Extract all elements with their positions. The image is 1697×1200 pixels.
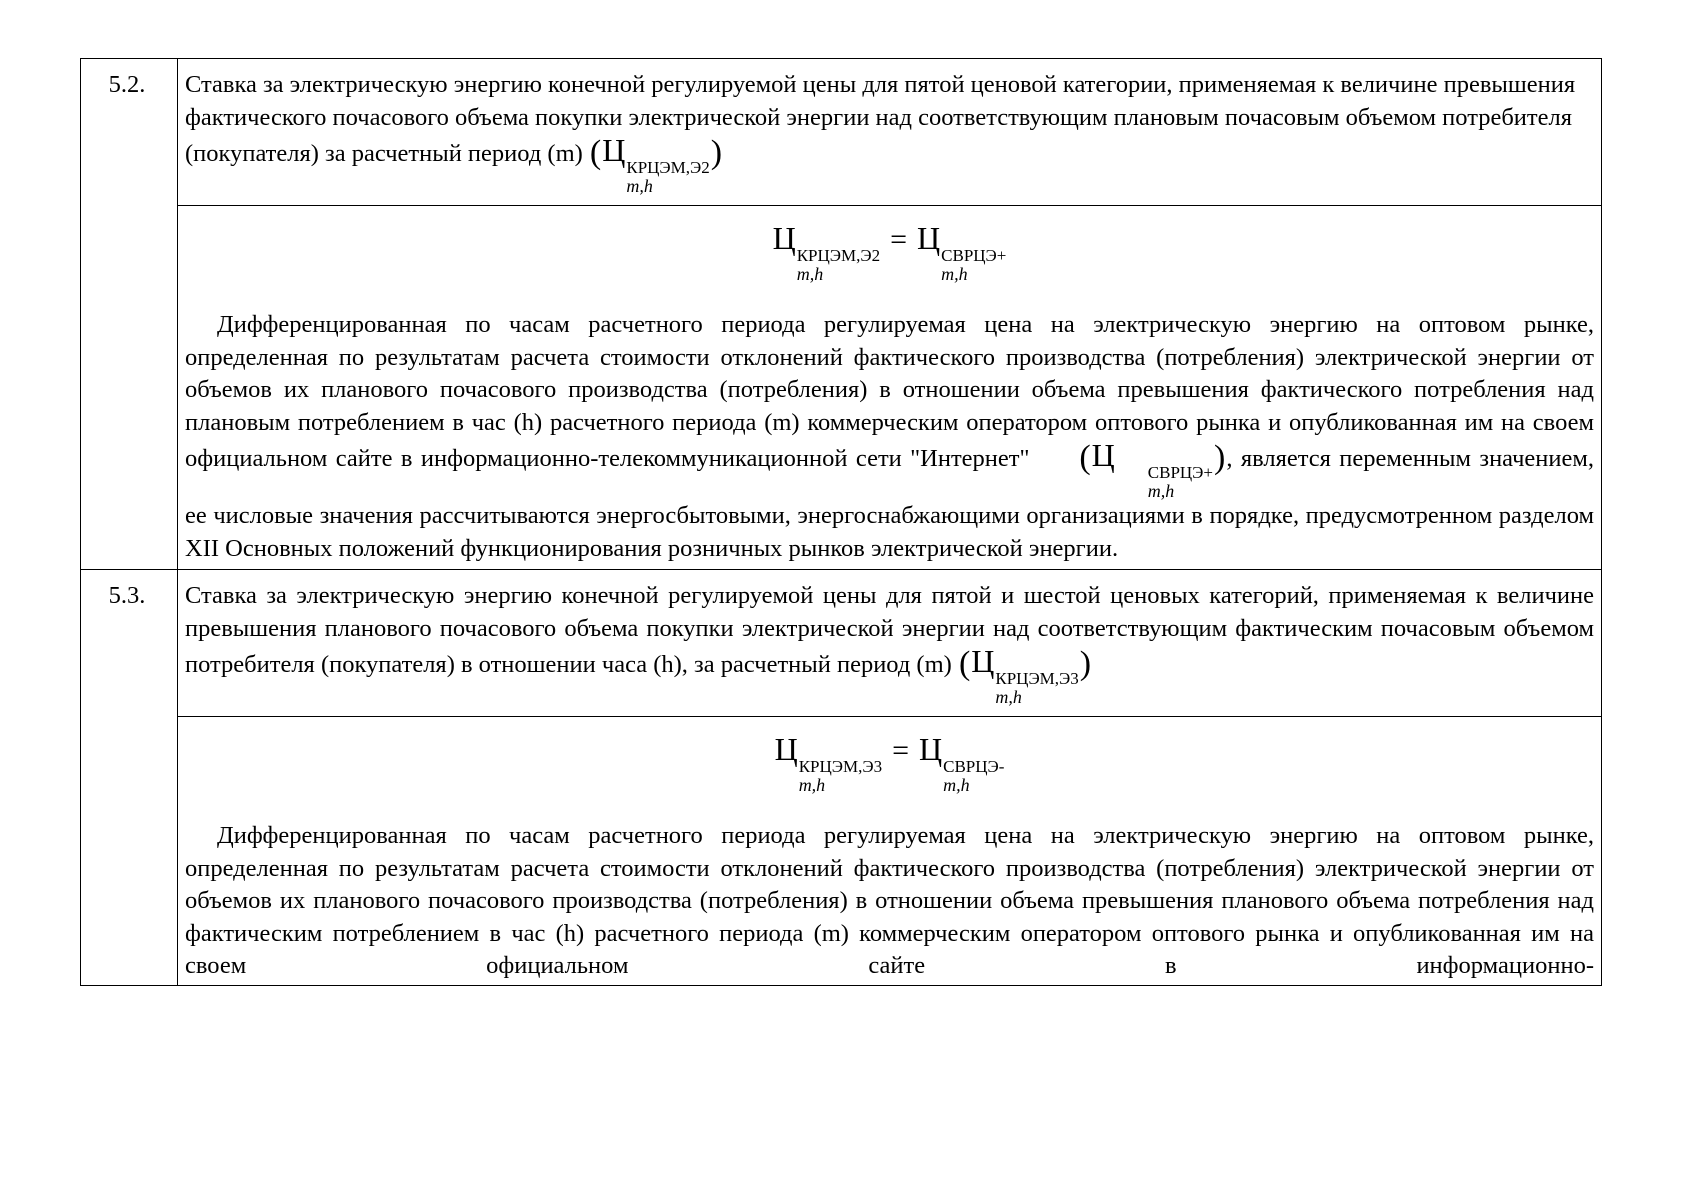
formula-right: Ц m,h СВРЦЭ- [919, 731, 1005, 795]
rate-title-cell [178, 59, 1602, 206]
row-number: 5.3. [108, 582, 146, 609]
description-text-continued: , является переменным значением, ее числовые значения рассчитываются энергосбытовыми, энергоснабжающими организациями в порядке, предусмотренном разделом XII Основных положений функционирования розничных рынков электрической энергии. [185, 445, 1594, 562]
description-symbol: (Ц m,h СВРЦЭ+ ) [1079, 437, 1226, 501]
description-text: Дифференцированная по часам расчетного периода регулируемая цена на электрическую энергию на оптовом рынке, определенная по результатам расчета стоимости отклонений фактического производства (потребления) электрической энергии от объемов их планового почасового производства (потребления) в отношении объема превышения фактического потребления над плановым потреблением в час (h) расчетного периода (m) коммерческим оператором оптового рынка и опубликованная им на своем официальном сайте в информационно-телекоммуникационной сети "Интернет" [185, 311, 1594, 472]
description-paragraph [185, 820, 1594, 983]
title-symbol: (Ц m,h КРЦЭМ,Э3 ) [958, 643, 1092, 707]
symbol-subscript: m,h [626, 176, 653, 196]
formula-left: Ц m,h КРЦЭМ,Э2 [772, 220, 881, 284]
table-row [81, 59, 1602, 206]
formula-right: Ц m,h СВРЦЭ+ [917, 220, 1007, 284]
rate-description-cell [178, 206, 1602, 570]
rate-description-cell [178, 717, 1602, 986]
rate-title: Ставка за электрическую энергию конечной регулируемой цены для пятой ценовой категории, применяемая к величине превышения фактического почасового объема покупки электрической энергии над соответствующим плановым почасовым объемом потребителя (покупателя) за расчетный период (m) [185, 71, 1576, 167]
description-paragraph [185, 309, 1594, 565]
rate-title: Ставка за электрическую энергию конечной регулируемой цены для пятой и шестой ценовых категорий, применяемая к величине превышения планового почасового объема покупки электрической энергии над соответствующим фактическим почасовым объемом потребителя (покупателя) в отношении часа (h), за расчетный период (m) [185, 582, 1594, 678]
formula-left: Ц m,h КРЦЭМ,Э3 [774, 731, 883, 795]
rate-title-cell [178, 570, 1602, 717]
row-number-cell [81, 59, 178, 570]
title-symbol: (Ц m,h КРЦЭМ,Э2 ) [589, 132, 723, 196]
formula [185, 222, 1594, 283]
tariff-rules-table [80, 58, 1602, 986]
formula [185, 733, 1594, 794]
symbol-superscript: КРЦЭМ,Э2 [626, 158, 710, 177]
table-row [81, 717, 1602, 986]
symbol-base: Ц [602, 132, 626, 168]
row-number: 5.2. [108, 71, 146, 98]
table-row [81, 206, 1602, 570]
row-number-cell [81, 570, 178, 986]
description-text: Дифференцированная по часам расчетного периода регулируемая цена на электрическую энергию на оптовом рынке, определенная по результатам расчета стоимости отклонений фактического производства (потребления) электрической энергии от объемов их планового почасового производства (потребления) в отношении объема превышения планового объема потребления над фактическим потреблением в час (h) расчетного периода (m) коммерческим оператором оптового рынка и опубликованная им на своем официальном сайте в информационно- [185, 822, 1594, 979]
equals-sign: = [892, 734, 909, 767]
table-row [81, 570, 1602, 717]
equals-sign: = [890, 223, 908, 256]
